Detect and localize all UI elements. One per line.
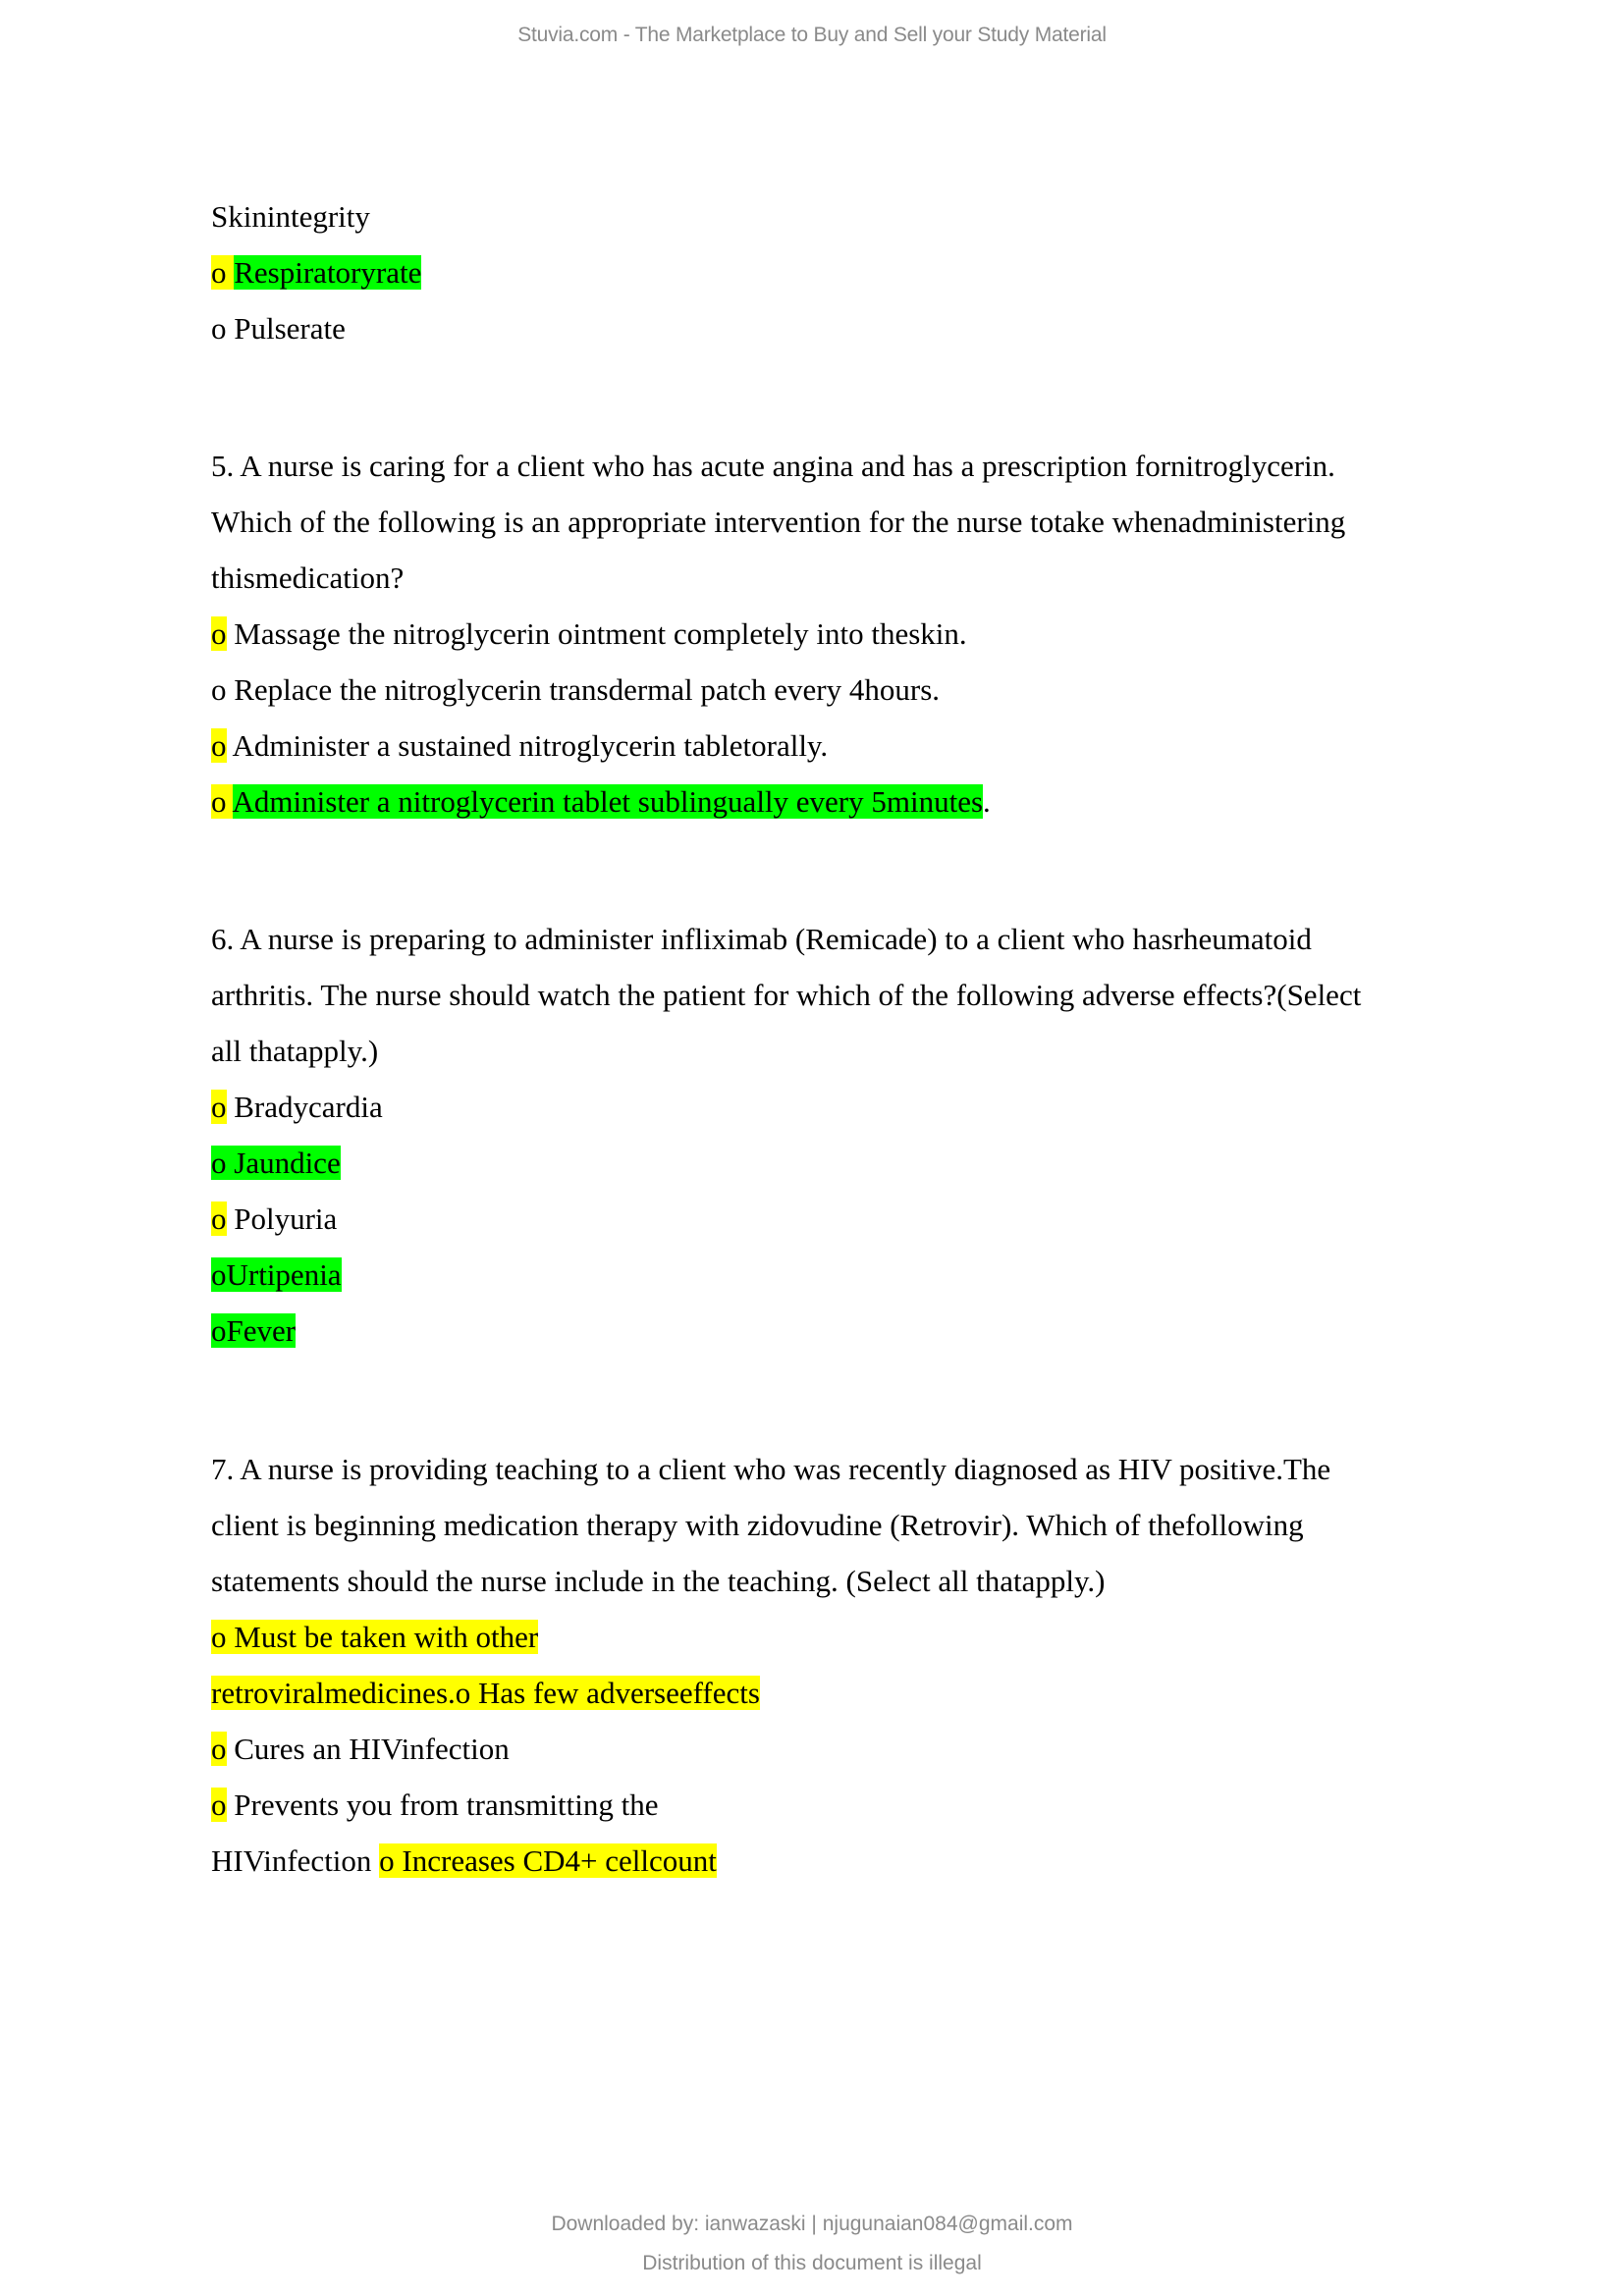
q5-stem-line-2: Which of the following is an appropriate intervention for the nurse totake whenadministering — [211, 505, 1346, 539]
q5-option-4-correct: o Administer a nitroglycerin tablet sublingually every 5minutes. — [211, 784, 991, 819]
option-text-correct: Respiratoryrate — [234, 255, 422, 290]
q6-option-urtipenia — [211, 1256, 342, 1294]
q5-option-3: o Administer a sustained nitroglycerin tabletorally. — [211, 728, 829, 763]
option-marker: o — [211, 616, 227, 651]
option-marker: o — [211, 728, 227, 763]
option-text-highlighted: o Increases CD4+ cellcount — [379, 1843, 717, 1878]
q7-option-cures-hiv: o Cures an HIVinfection — [211, 1732, 510, 1766]
option-respiratory-rate — [211, 254, 421, 292]
option-marker: o — [211, 1732, 227, 1766]
option-pulse-rate: o Pulserate — [211, 311, 346, 346]
q6-stem-line-2: arthritis. The nurse should watch the patient for which of the following adverse effects?(Select — [211, 978, 1362, 1012]
q5-option-1: o Massage the nitroglycerin ointment completely into theskin. — [211, 616, 967, 651]
option-marker: o — [211, 255, 227, 290]
option-marker: o — [211, 1201, 227, 1236]
q7-option-increases-cd4: HIVinfection o Increases CD4+ cellcount — [211, 1843, 717, 1878]
q7-stem-line-1: 7. A nurse is providing teaching to a client who was recently diagnosed as HIV positive.The — [211, 1452, 1331, 1486]
q7-option-prevents-transmission: o Prevents you from transmitting the — [211, 1788, 659, 1822]
option-text-highlighted: retroviralmedicines.o Has few adverseeffects — [211, 1676, 760, 1710]
q5-option-2: o Replace the nitroglycerin transdermal patch every 4hours. — [211, 672, 941, 707]
option-text-highlighted: o Must be taken with other — [211, 1620, 539, 1654]
q7-stem-line-3: statements should the nurse include in the teaching. (Select all thatapply.) — [211, 1564, 1106, 1598]
q7-stem-line-2: client is beginning medication therapy with zidovudine (Retrovir). Which of thefollowing — [211, 1508, 1304, 1542]
downloaded-by-watermark: Downloaded by: ianwazaski | njugunaian084@gmail.com — [551, 2213, 1073, 2235]
option-text-correct: o Jaundice — [211, 1146, 341, 1180]
option-text-correct: Administer a nitroglycerin tablet sublingually every 5minutes — [232, 784, 984, 819]
q5-stem-line-1: 5. A nurse is caring for a client who has acute angina and has a prescription fornitroglycerin. — [211, 449, 1335, 483]
option-text-correct: oUrtipenia — [211, 1257, 342, 1292]
q7-option-few-adverse-effects — [211, 1675, 760, 1712]
stuvia-header-watermark: Stuvia.com - The Marketplace to Buy and Sell your Study Material — [517, 24, 1107, 46]
q6-option-fever — [211, 1312, 296, 1350]
option-marker: o — [211, 1090, 227, 1124]
q6-option-polyuria: o Polyuria — [211, 1201, 338, 1236]
option-skin-integrity: Skinintegrity — [211, 199, 370, 234]
option-marker: o — [211, 1788, 227, 1822]
q5-stem-line-3: thismedication? — [211, 561, 405, 595]
q6-option-jaundice — [211, 1145, 341, 1182]
q6-option-bradycardia: o Bradycardia — [211, 1090, 383, 1124]
q6-stem-line-3: all thatapply.) — [211, 1034, 379, 1068]
option-marker: o — [211, 784, 227, 819]
q7-option-must-be-taken — [211, 1619, 538, 1656]
distribution-notice: Distribution of this document is illegal — [642, 2252, 982, 2274]
option-text-correct: oFever — [211, 1313, 297, 1348]
q6-stem-line-1: 6. A nurse is preparing to administer infliximab (Remicade) to a client who hasrheumatoid — [211, 922, 1312, 956]
